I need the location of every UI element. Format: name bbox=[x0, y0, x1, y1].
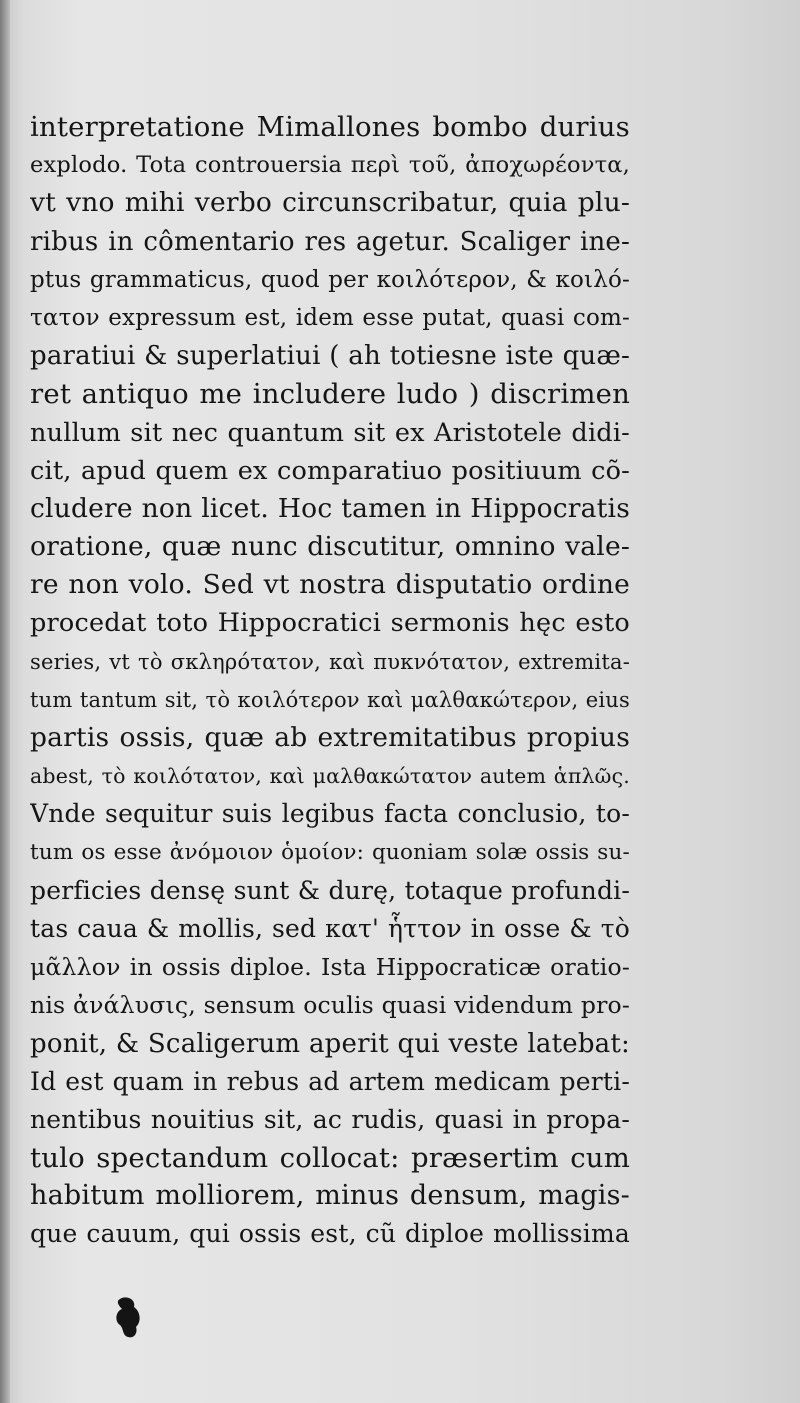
text-line: ponit, & Scaligerum aperit qui veste latebat: bbox=[30, 1028, 630, 1059]
text-line: cludere non licet. Hoc tamen in Hippocratis bbox=[30, 492, 630, 524]
text-line: re non volo. Sed vt nostra disputatio ordine bbox=[30, 569, 630, 601]
text-line: Id est quam in rebus ad artem medicam perti- bbox=[30, 1066, 630, 1096]
ink-blot-mark bbox=[114, 1295, 144, 1339]
text-line: perficies densę sunt & durę, totaque profundi- bbox=[30, 875, 630, 905]
text-line: Vnde sequitur suis legibus facta conclusio, to- bbox=[30, 799, 630, 829]
text-line: tum tantum sit, τὸ κοιλότερον καὶ μαλθακώτερον, eius bbox=[30, 687, 630, 712]
text-line: ret antiquo me includere ludo ) discrimen bbox=[30, 378, 630, 411]
text-line: partis ossis, quæ ab extremitatibus propius bbox=[30, 722, 630, 753]
text-line: nullum sit nec quantum sit ex Aristotele didi- bbox=[30, 417, 630, 448]
text-line: que cauum, qui ossis est, cũ diploe mollissima bbox=[30, 1219, 630, 1249]
text-line: paratiui & superlatiui ( ah totiesne iste quæ- bbox=[30, 341, 630, 372]
text-line: explodo. Tota controuersia περὶ τοῦ, ἀποχωρέοντα, bbox=[30, 152, 630, 179]
text-line: cit, apud quem ex comparatiuo positiuum cõ- bbox=[30, 455, 630, 486]
text-line: tum os esse ἀνόμοιον ὁμοίον: quoniam solæ ossis su- bbox=[30, 839, 630, 865]
text-line: interpretatione Mimallones bombo durius bbox=[30, 111, 630, 143]
text-line: τατον expressum est, idem esse putat, quasi com- bbox=[30, 304, 630, 331]
text-line: nentibus nouitius sit, ac rudis, quasi in propa- bbox=[30, 1104, 630, 1134]
text-line: oratione, quæ nunc discutitur, omnino vale- bbox=[30, 531, 630, 563]
text-line: μᾶλλον in ossis diploe. Ista Hippocraticæ oratio- bbox=[30, 953, 630, 982]
text-line: procedat toto Hippocratici sermonis hęc esto bbox=[30, 608, 630, 639]
text-line: series, vt τὸ σκληρότατον, καὶ πυκνότατον, extremita- bbox=[30, 649, 630, 674]
text-line: ptus grammaticus, quod per κοιλότερον, & κοιλό- bbox=[30, 266, 630, 293]
text-line: nis ἀνάλυσις, sensum oculis quasi videndum pro- bbox=[30, 991, 630, 1020]
body-text bbox=[30, 108, 630, 1254]
text-line: habitum molliorem, minus densum, magis- bbox=[30, 1180, 630, 1212]
text-line: tulo spectandum collocat: præsertim cum bbox=[30, 1142, 630, 1175]
text-line: ribus in cômentario res agetur. Scaliger ine- bbox=[30, 226, 630, 257]
text-line: abest, τὸ κοιλότατον, καὶ μαλθακώτατον autem ἁπλῶς. bbox=[30, 764, 630, 789]
text-line: vt vno mihi verbo circunscribatur, quia plu- bbox=[30, 187, 630, 219]
text-line: tas caua & mollis, sed κατ' ἧττον in osse & τὸ bbox=[30, 913, 630, 943]
